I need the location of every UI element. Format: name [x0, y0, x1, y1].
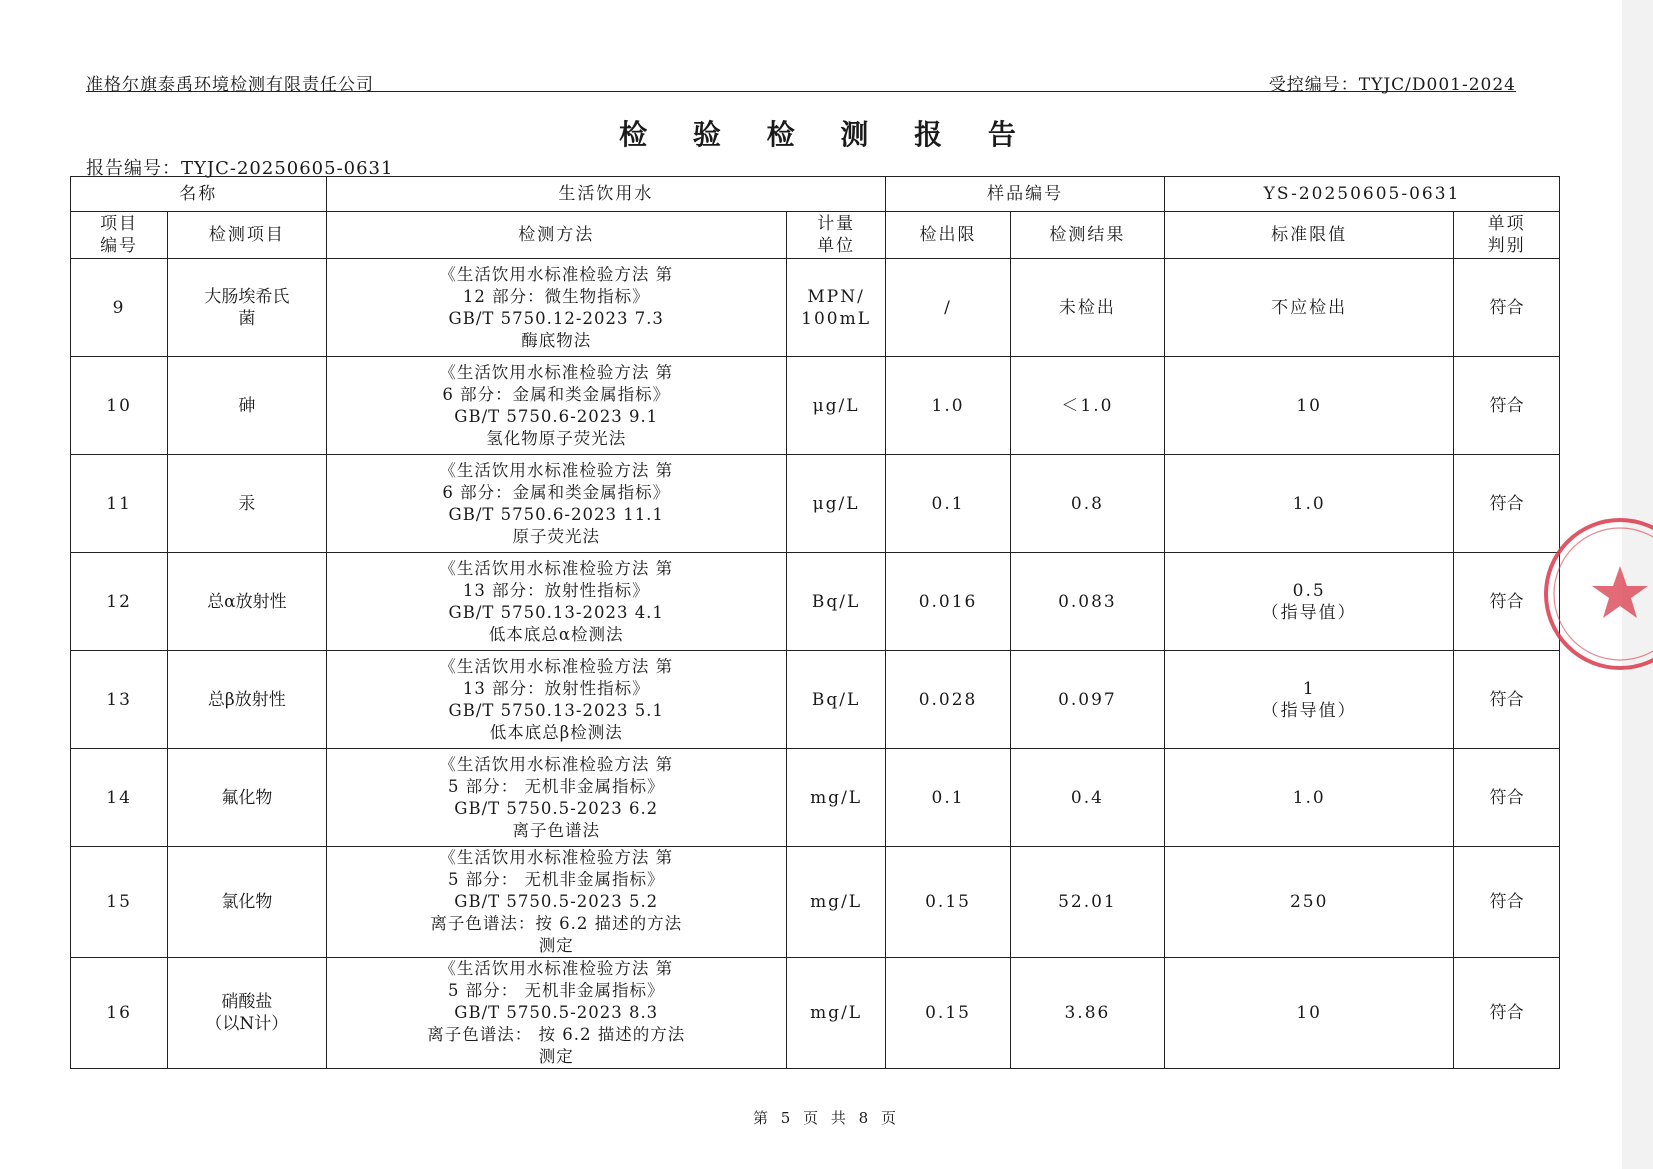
cell-verdict: 符合 — [1454, 553, 1560, 651]
col-header-no: 项目 编号 — [71, 212, 168, 259]
meta-row — [71, 177, 1560, 212]
table-row — [71, 259, 1560, 357]
cell-limit: 0.028 — [886, 651, 1011, 749]
control-number: 受控编号：TYJC/D001-2024 — [1268, 75, 1516, 95]
cell-item: 汞 — [168, 455, 326, 553]
cell-item: 氟化物 — [168, 749, 326, 847]
cell-verdict: 符合 — [1454, 847, 1560, 958]
cell-no: 10 — [71, 357, 168, 455]
cell-method: 《生活饮用水标准检验方法 第 5 部分： 无机非金属指标》 GB/T 5750.5-2023 8.3 离子色谱法： 按 6.2 描述的方法 测定 — [326, 958, 786, 1069]
col-header-item: 检测项目 — [168, 212, 326, 259]
cell-standard: 1 （指导值） — [1165, 651, 1454, 749]
cell-result: 0.083 — [1010, 553, 1164, 651]
sample-label: 样品编号 — [886, 177, 1165, 212]
cell-item: 总β放射性 — [168, 651, 326, 749]
cell-limit: 0.016 — [886, 553, 1011, 651]
cell-limit: 1.0 — [886, 357, 1011, 455]
table-row — [71, 357, 1560, 455]
cell-method: 《生活饮用水标准检验方法 第 13 部分：放射性指标》 GB/T 5750.13-2023 5.1 低本底总β检测法 — [326, 651, 786, 749]
cell-unit: mg/L — [786, 749, 885, 847]
cell-result: 0.4 — [1010, 749, 1164, 847]
cell-limit: / — [886, 259, 1011, 357]
cell-item: 砷 — [168, 357, 326, 455]
cell-no: 16 — [71, 958, 168, 1069]
header-divider — [86, 91, 1516, 92]
cell-verdict: 符合 — [1454, 259, 1560, 357]
cell-unit: Bq/L — [786, 553, 885, 651]
official-seal-stamp — [1540, 514, 1653, 674]
cell-standard: 1.0 — [1165, 749, 1454, 847]
table-row — [71, 455, 1560, 553]
cell-standard: 10 — [1165, 357, 1454, 455]
cell-no: 9 — [71, 259, 168, 357]
results-table — [70, 176, 1560, 1069]
col-header-standard: 标准限值 — [1165, 212, 1454, 259]
cell-result: ＜1.0 — [1010, 357, 1164, 455]
cell-unit: MPN/ 100mL — [786, 259, 885, 357]
cell-standard: 10 — [1165, 958, 1454, 1069]
cell-verdict: 符合 — [1454, 651, 1560, 749]
table-row — [71, 958, 1560, 1069]
cell-result: 未检出 — [1010, 259, 1164, 357]
cell-method: 《生活饮用水标准检验方法 第 12 部分：微生物指标》 GB/T 5750.12-2023 7.3 酶底物法 — [326, 259, 786, 357]
cell-verdict: 符合 — [1454, 357, 1560, 455]
cell-limit: 0.15 — [886, 958, 1011, 1069]
cell-unit: Bq/L — [786, 651, 885, 749]
cell-limit: 0.1 — [886, 749, 1011, 847]
column-header-row — [71, 212, 1560, 259]
cell-standard: 1.0 — [1165, 455, 1454, 553]
page-footer: 第 5 页 共 8 页 — [753, 1109, 900, 1127]
document-title: 检 验 检 测 报 告 — [619, 118, 1034, 151]
cell-unit: mg/L — [786, 958, 885, 1069]
cell-result: 0.097 — [1010, 651, 1164, 749]
col-header-limit: 检出限 — [886, 212, 1011, 259]
table-row — [71, 749, 1560, 847]
cell-no: 11 — [71, 455, 168, 553]
name-value: 生活饮用水 — [326, 177, 886, 212]
col-header-verdict: 单项 判别 — [1454, 212, 1560, 259]
cell-verdict: 符合 — [1454, 958, 1560, 1069]
cell-no: 12 — [71, 553, 168, 651]
cell-unit: mg/L — [786, 847, 885, 958]
cell-item: 硝酸盐 （以N计） — [168, 958, 326, 1069]
report-number: 报告编号：TYJC-20250605-0631 — [86, 158, 394, 179]
cell-no: 13 — [71, 651, 168, 749]
cell-method: 《生活饮用水标准检验方法 第 6 部分：金属和类金属指标》 GB/T 5750.6-2023 11.1 原子荧光法 — [326, 455, 786, 553]
table-row — [71, 847, 1560, 958]
cell-standard: 250 — [1165, 847, 1454, 958]
cell-unit: μg/L — [786, 357, 885, 455]
sample-value: YS-20250605-0631 — [1165, 177, 1560, 212]
col-header-unit: 计量 单位 — [786, 212, 885, 259]
cell-item: 氯化物 — [168, 847, 326, 958]
cell-verdict: 符合 — [1454, 749, 1560, 847]
cell-limit: 0.1 — [886, 455, 1011, 553]
cell-method: 《生活饮用水标准检验方法 第 13 部分：放射性指标》 GB/T 5750.13-2023 4.1 低本底总α检测法 — [326, 553, 786, 651]
cell-result: 52.01 — [1010, 847, 1164, 958]
cell-item: 大肠埃希氏 菌 — [168, 259, 326, 357]
cell-standard: 不应检出 — [1165, 259, 1454, 357]
cell-limit: 0.15 — [886, 847, 1011, 958]
cell-verdict: 符合 — [1454, 455, 1560, 553]
cell-result: 3.86 — [1010, 958, 1164, 1069]
cell-result: 0.8 — [1010, 455, 1164, 553]
cell-method: 《生活饮用水标准检验方法 第 5 部分： 无机非金属指标》 GB/T 5750.5-2023 5.2 离子色谱法：按 6.2 描述的方法 测定 — [326, 847, 786, 958]
cell-unit: μg/L — [786, 455, 885, 553]
cell-no: 14 — [71, 749, 168, 847]
col-header-method: 检测方法 — [326, 212, 786, 259]
col-header-result: 检测结果 — [1010, 212, 1164, 259]
company-name: 准格尔旗泰禹环境检测有限责任公司 — [86, 75, 374, 95]
cell-method: 《生活饮用水标准检验方法 第 6 部分：金属和类金属指标》 GB/T 5750.6-2023 9.1 氢化物原子荧光法 — [326, 357, 786, 455]
cell-standard: 0.5 （指导值） — [1165, 553, 1454, 651]
cell-no: 15 — [71, 847, 168, 958]
cell-item: 总α放射性 — [168, 553, 326, 651]
table-row — [71, 553, 1560, 651]
name-label: 名称 — [71, 177, 327, 212]
table-row — [71, 651, 1560, 749]
cell-method: 《生活饮用水标准检验方法 第 5 部分： 无机非金属指标》 GB/T 5750.5-2023 6.2 离子色谱法 — [326, 749, 786, 847]
